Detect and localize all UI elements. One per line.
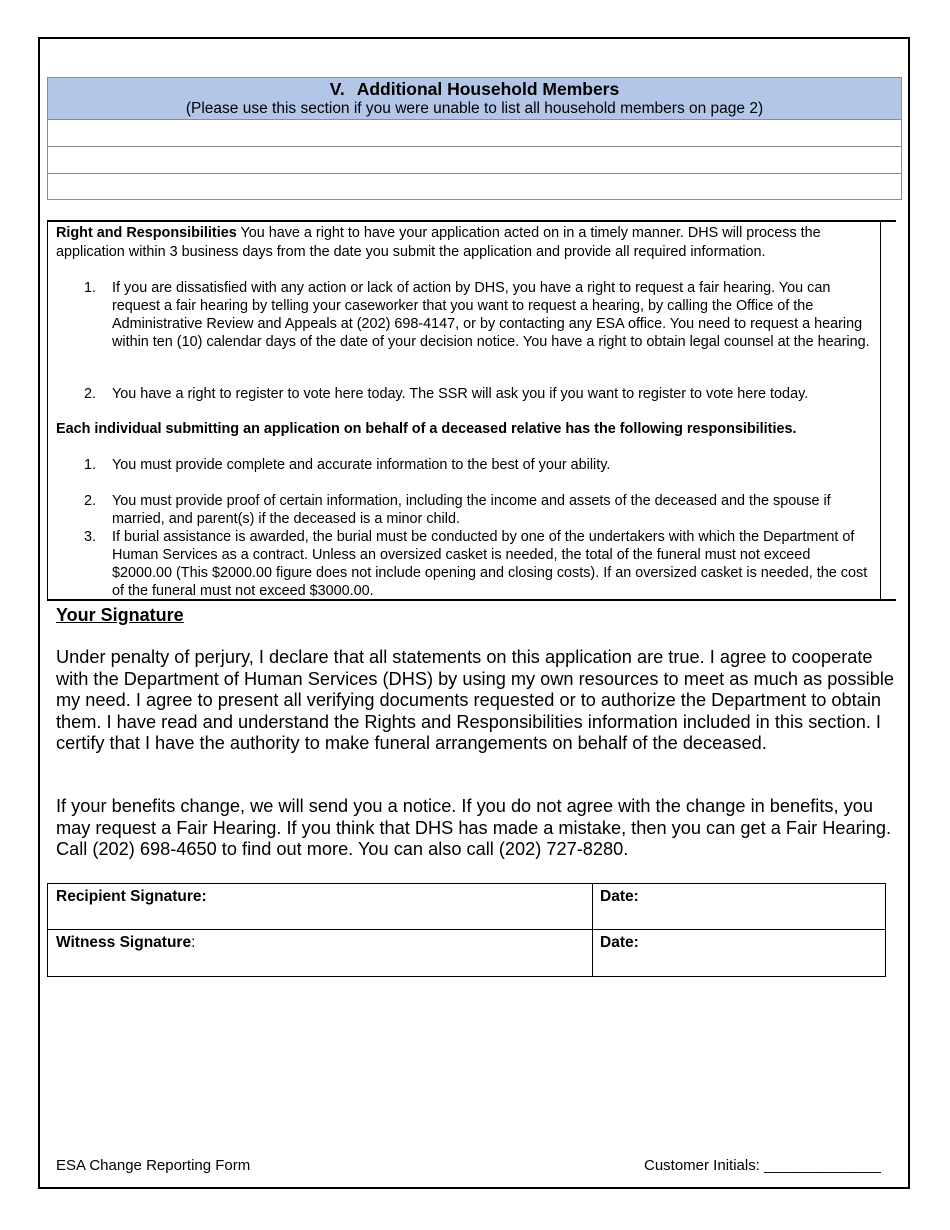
recipient-signature-field[interactable]: Recipient Signature: xyxy=(56,888,207,905)
benefits-paragraph: If your benefits change, we will send you a notice. If you do not agree with the change in benefits, you may request a Fair Hearing. If you think that DHS has made a mistake, then you can get a Fair Hearing. Call (202) 698-4650 to find out more. You can also call (202) 727-8280. xyxy=(56,796,892,859)
section-title-text: Additional Household Members xyxy=(356,79,620,99)
witness-signature-field[interactable] xyxy=(56,933,195,952)
list-text: If burial assistance is awarded, the burial must be conducted by one of the undertakers with which the Department of Human Services as a contract. Unless an oversized casket is needed, the total of the funeral must not exceed $2000.00 (This $2000.00 figure does not include opening and closing costs). If an oversized casket is needed, the cost of the funeral must not exceed $3000.00. xyxy=(112,529,868,599)
perjury-paragraph: Under penalty of perjury, I declare that all statements on this application are true. I agree to cooperate with the Department of Human Services (DHS) by using my own resources to meet as much as possible my need. I agree to present all verifying documents requested or to authorize the Department to obtain them. I have read and understand the Rights and Responsibilities information included in this section. I certify that I have the authority to make funeral arrangements on behalf of the deceased. xyxy=(56,647,894,753)
section-number: V. xyxy=(329,79,345,99)
table-divider xyxy=(48,929,885,930)
household-member-row[interactable] xyxy=(47,120,902,147)
divider xyxy=(47,220,896,222)
list-text: You must provide proof of certain information, including the income and assets of the deceased and the spouse if married, and parent(s) if the deceased is a minor child. xyxy=(112,493,831,527)
household-member-row[interactable] xyxy=(47,147,902,174)
section-title xyxy=(48,79,901,99)
witness-date-field[interactable]: Date: xyxy=(600,934,639,951)
rights-intro-text: You have a right to have your application acted on in a timely manner. DHS will process the application within 3 business days from the date you submit the application and provide all required information. xyxy=(56,225,821,260)
list-number: 1. xyxy=(84,457,97,473)
rights-intro xyxy=(56,224,876,262)
list-text: You have a right to register to vote here today. The SSR will ask you if you want to register to vote here today. xyxy=(112,386,809,402)
household-member-row[interactable] xyxy=(47,173,902,200)
section-subtitle: (Please use this section if you were unable to list all household members on page 2) xyxy=(185,100,764,117)
footer-form-name: ESA Change Reporting Form xyxy=(56,1157,251,1174)
signature-table xyxy=(47,883,886,977)
rights-heading: Right and Responsibilities xyxy=(56,225,237,241)
list-number: 1. xyxy=(84,280,97,296)
table-divider xyxy=(592,884,593,976)
customer-initials[interactable]: Customer Initials: ______________ xyxy=(644,1157,881,1174)
list-text: You must provide complete and accurate information to the best of your ability. xyxy=(112,457,611,473)
section-header xyxy=(47,77,902,120)
signature-title: Your Signature xyxy=(56,605,184,625)
witness-colon: : xyxy=(191,934,196,951)
list-number: 3. xyxy=(84,529,97,545)
witness-signature-label: Witness Signature xyxy=(56,934,192,951)
list-text: If you are dissatisfied with any action or lack of action by DHS, you have a right to request a fair hearing. You can request a fair hearing by telling your caseworker that you want to request a hearing, by calling the Office of the Administrative Review and Appeals at (202) 698-4147, or by contacting any ESA office. You need to request a hearing within ten (10) calendar days of the date of your decision notice. You have a right to obtain legal counsel at the hearing. xyxy=(112,280,870,350)
recipient-date-field[interactable]: Date: xyxy=(600,888,639,905)
list-number: 2. xyxy=(84,493,97,509)
responsibilities-heading: Each individual submitting an application on behalf of a deceased relative has the following responsibilities. xyxy=(56,421,797,437)
list-number: 2. xyxy=(84,386,97,402)
